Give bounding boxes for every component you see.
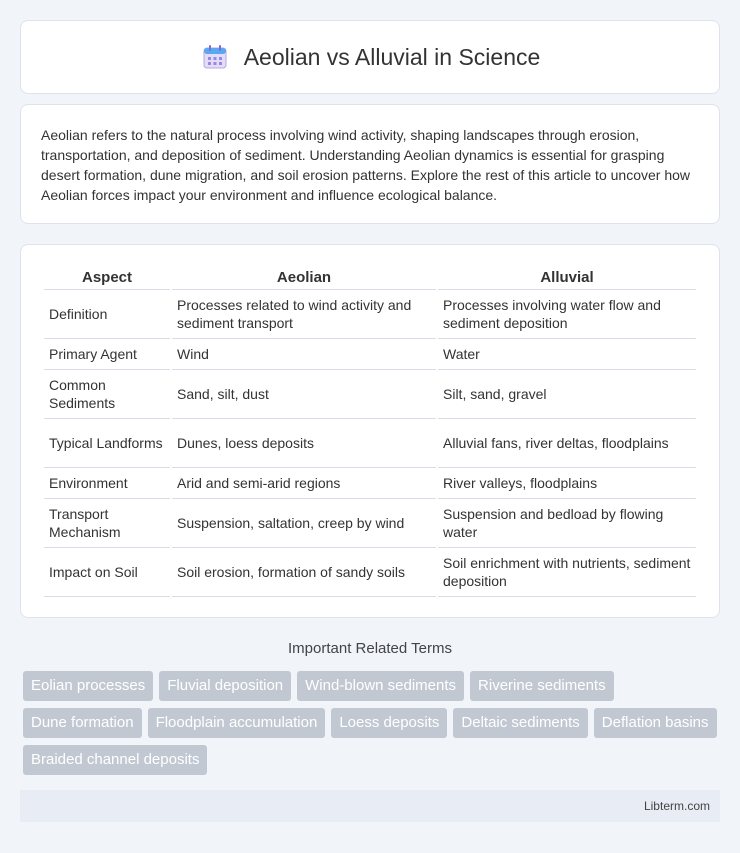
page-title: Aeolian vs Alluvial in Science [243,43,541,70]
column-header-alluvial: Alluvial [438,265,696,290]
table-cell: Common Sediments [44,370,170,419]
column-header-aspect: Aspect [44,265,170,290]
table-cell: Sand, silt, dust [172,370,436,419]
footer [20,790,720,822]
table-cell: Processes involving water flow and sediment deposition [438,290,696,339]
tag-floodplain-accumulation[interactable]: Floodplain accumulation [148,708,326,738]
table-cell: Suspension, saltation, creep by wind [172,499,436,548]
table-cell: Soil erosion, formation of sandy soils [172,548,436,597]
intro-card [20,104,720,224]
table-row [44,548,696,597]
table-row [44,499,696,548]
tag-riverine-sediments[interactable]: Riverine sediments [470,671,614,701]
table-cell: Processes related to wind activity and sediment transport [172,290,436,339]
table-row [44,419,696,468]
header-card [20,20,720,94]
table-row [44,339,696,370]
table-row [44,468,696,499]
tag-braided-channel-deposits[interactable]: Braided channel deposits [23,745,207,775]
comparison-table [42,265,698,597]
tag-loess-deposits[interactable]: Loess deposits [331,708,447,738]
table-row [44,370,696,419]
tag-wind-blown-sediments[interactable]: Wind-blown sediments [297,671,464,701]
comparison-table-card [20,244,720,618]
table-cell: River valleys, floodplains [438,468,696,499]
table-cell: Impact on Soil [44,548,170,597]
table-cell: Arid and semi-arid regions [172,468,436,499]
table-cell: Water [438,339,696,370]
table-header-row [44,265,696,290]
table-cell: Definition [44,290,170,339]
table-cell: Suspension and bedload by flowing water [438,499,696,548]
related-terms-tags [23,671,723,775]
table-row [44,290,696,339]
tag-fluvial-deposition[interactable]: Fluvial deposition [159,671,291,701]
intro-text: Aeolian refers to the natural process involving wind activity, shaping landscapes through erosion, transportation, and deposition of sediment. Understanding Aeolian dynamics is essential for grasping desert formation, dune migration, and soil erosion patterns. Explore the rest of this article to uncover how Aeolian forces impact your environment and influence ecological balance. [41,127,691,203]
table-cell: Soil enrichment with nutrients, sediment deposition [438,548,696,597]
calendar-icon [200,42,230,72]
column-header-aeolian: Aeolian [172,265,436,290]
table-cell: Transport Mechanism [44,499,170,548]
table-cell: Silt, sand, gravel [438,370,696,419]
table-cell: Environment [44,468,170,499]
tag-deltaic-sediments[interactable]: Deltaic sediments [453,708,587,738]
footer-brand[interactable]: Libterm.com [643,799,710,813]
table-cell: Primary Agent [44,339,170,370]
tag-deflation-basins[interactable]: Deflation basins [594,708,717,738]
table-cell: Typical Landforms [44,419,170,468]
tag-eolian-processes[interactable]: Eolian processes [23,671,153,701]
table-cell: Wind [172,339,436,370]
table-cell: Alluvial fans, river deltas, floodplains [438,419,696,468]
related-terms-title: Important Related Terms [288,640,452,657]
table-cell: Dunes, loess deposits [172,419,436,468]
tag-dune-formation[interactable]: Dune formation [23,708,142,738]
